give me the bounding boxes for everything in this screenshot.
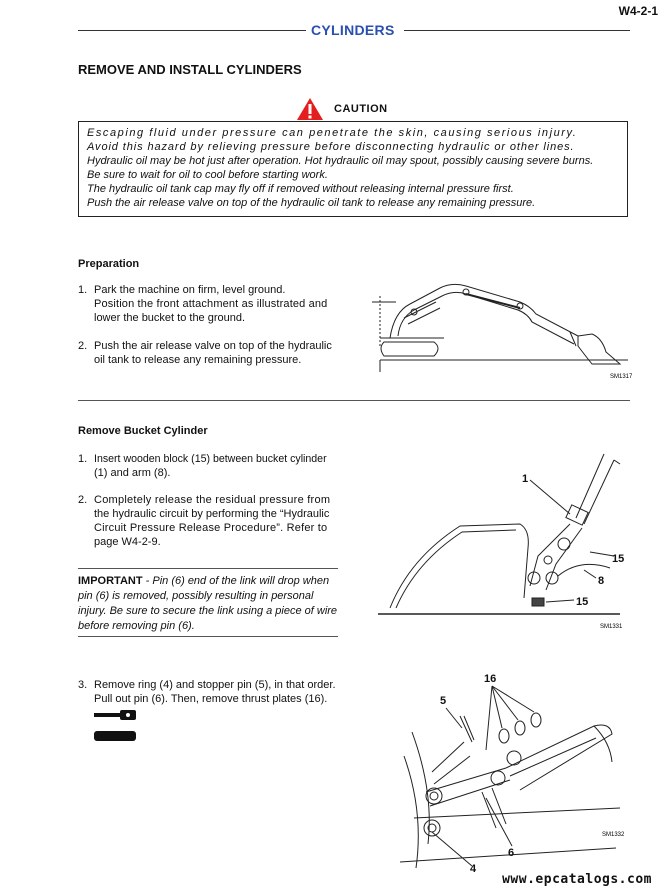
caution-line: Escaping fluid under pressure can penetrate the skin, causing serious injury.: [87, 127, 578, 139]
preparation-heading: Preparation: [78, 258, 140, 270]
step-number: 3.: [78, 679, 88, 691]
step-number: 1.: [78, 453, 88, 465]
section-title: CYLINDERS: [311, 22, 395, 38]
figure-id: SM1331: [600, 624, 623, 630]
callout-16: 16: [484, 673, 497, 685]
important-text: injury. Be sure to secure the link using a piece of wire: [78, 605, 338, 617]
important-text: - Pin (6) end of the link will drop when: [145, 575, 330, 587]
important-rule-bottom: [78, 636, 338, 637]
bucket-cylinder-figure: [370, 448, 632, 630]
step-text: page W4-2-9.: [94, 536, 161, 548]
caution-line: Avoid this hazard by relieving pressure before disconnecting hydraulic or other lines.: [87, 141, 575, 153]
preparation-step-2: [78, 339, 340, 369]
caution-box: [78, 121, 628, 217]
step-number: 1.: [78, 284, 88, 296]
preparation-step-1: [78, 283, 340, 327]
footer-url: www.epcatalogs.com: [502, 872, 652, 887]
step-text: Circuit Pressure Release Procedure”. Refer to: [94, 522, 328, 534]
section-divider: [78, 400, 630, 401]
main-title: REMOVE AND INSTALL CYLINDERS: [78, 62, 302, 77]
important-text: before removing pin (6).: [78, 620, 195, 632]
caution-line: Be sure to wait for oil to cool before starting work.: [87, 169, 328, 181]
step-text: oil tank to release any remaining pressure.: [94, 354, 302, 366]
caution-line: Push the air release valve on top of the hydraulic oil tank to release any remaining pressure.: [87, 197, 536, 209]
hammer-icon: [94, 730, 138, 742]
step-text: Remove ring (4) and stopper pin (5), in that order.: [94, 679, 336, 691]
figure-id: SM1317: [610, 374, 632, 380]
page-number: W4-2-1: [618, 4, 658, 18]
link-pin-figure: [374, 672, 632, 872]
bucket-step-2: [78, 493, 340, 551]
figure-id: SM1332: [602, 832, 625, 838]
important-rule-top: [78, 568, 338, 569]
warning-triangle-icon: [296, 97, 324, 121]
important-label: IMPORTANT: [78, 575, 143, 587]
excavator-figure: [370, 272, 632, 382]
step-text: Insert wooden block (15) between bucket cylinder: [94, 453, 327, 465]
callout-4: 4: [470, 863, 477, 872]
important-note: [78, 574, 338, 634]
caution-line: Hydraulic oil may be hot just after operation. Hot hydraulic oil may spout, possibly causing severe burns.: [87, 155, 594, 167]
step-text: Position the front attachment as illustrated and: [94, 298, 328, 310]
callout-8: 8: [598, 575, 605, 587]
callout-15: 15: [576, 596, 589, 608]
step-number: 2.: [78, 340, 88, 352]
callout-15: 15: [612, 553, 625, 565]
caution-label: CAUTION: [334, 103, 388, 115]
step-text: lower the bucket to the ground.: [94, 312, 246, 324]
important-text: pin (6) is removed, possibly resulting in personal: [78, 590, 314, 602]
callout-6: 6: [508, 847, 515, 859]
bucket-step-3: [78, 678, 340, 708]
section-rule-right: [404, 30, 630, 31]
caution-header: [290, 97, 394, 121]
step-text: Completely release the residual pressure from: [94, 494, 331, 506]
bucket-cylinder-heading: Remove Bucket Cylinder: [78, 425, 208, 437]
step-text: (1) and arm (8).: [94, 467, 171, 479]
step-text: Pull out pin (6). Then, remove thrust plates (16).: [94, 693, 328, 705]
bucket-step-1: [78, 452, 340, 482]
callout-5: 5: [440, 695, 447, 707]
callout-1: 1: [522, 473, 529, 485]
step-text: Park the machine on firm, level ground.: [94, 284, 286, 296]
section-rule-left: [78, 30, 306, 31]
step-number: 2.: [78, 494, 88, 506]
caution-line: The hydraulic oil tank cap may fly off if removed without releasing internal pressure first.: [87, 183, 514, 195]
step-text: the hydraulic circuit by performing the “Hydraulic: [94, 508, 330, 520]
step-text: Push the air release valve on top of the hydraulic: [94, 340, 332, 352]
pin-remover-icon: [94, 710, 138, 720]
